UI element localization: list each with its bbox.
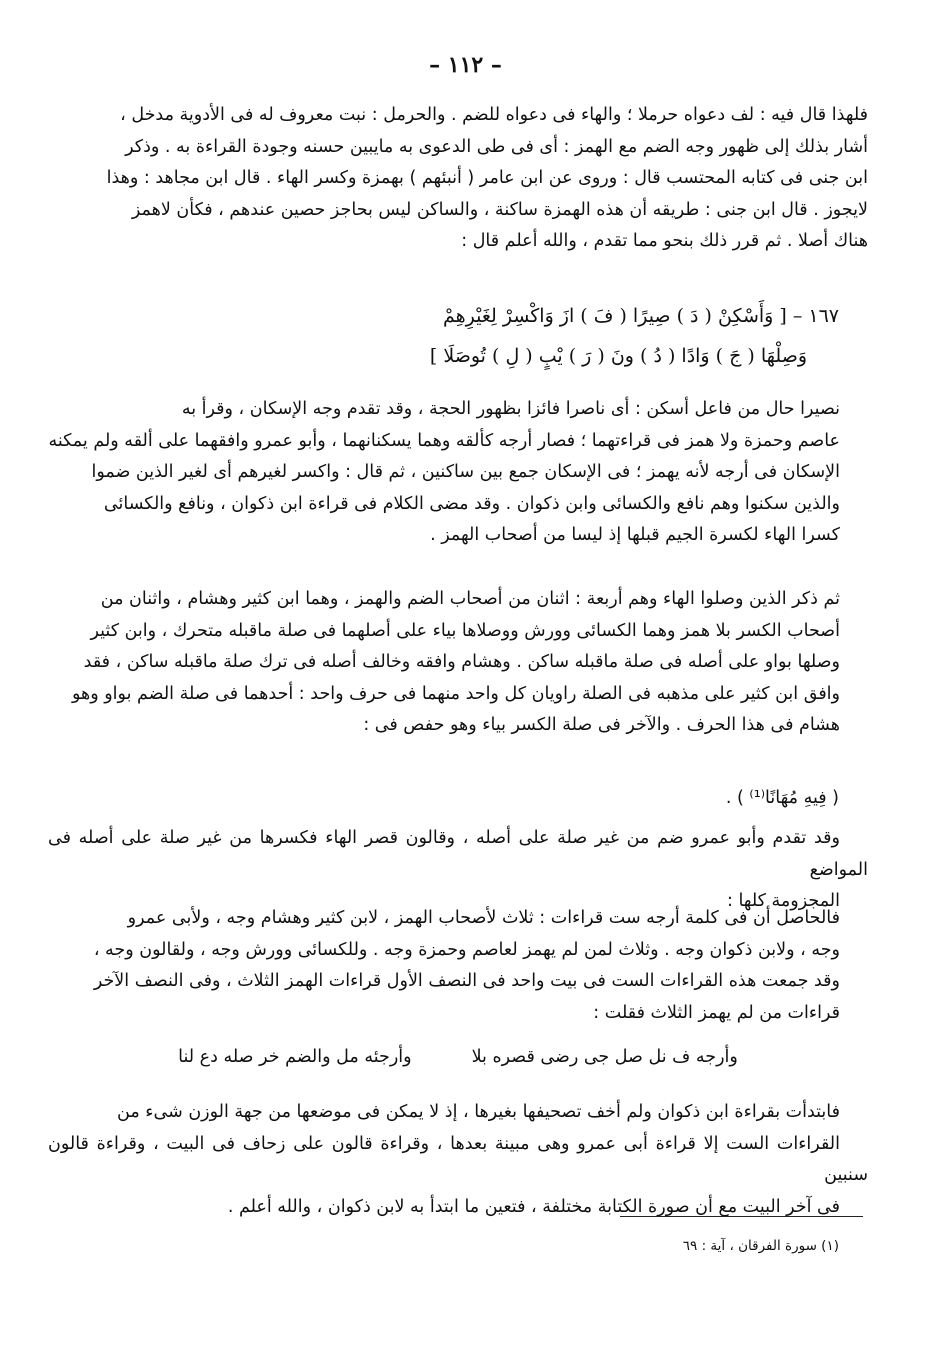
line: كسرا الهاء لكسرة الجيم قبلها إذ ليسا من أصحاب الهمز . <box>430 525 840 546</box>
line: ابن جنى فى كتابه المحتسب قال : وروى عن ابن عامر ( أنبئهم ) بهمزة وكسر الهاء . قال ابن مجاهد : وهذا <box>106 168 868 189</box>
line: هشام فى هذا الحرف . والآخر فى صلة الكسر بياء وهو حفص فى : <box>363 715 840 736</box>
quran-quote: ( فِيهِ مُهَانًا⁽¹⁾ ) . <box>725 788 839 808</box>
line: وصلها بواو على أصله فى صلة ماقبله ساكن . وهشام وافقه وخالف أصله فى ترك صلة ماقبله ساكن ، فقد <box>83 652 840 673</box>
footnote: (١) سورة الفرقان ، آية : ٦٩ <box>682 1238 839 1254</box>
line: قراءات من لم يهمز الثلاث فقلت : <box>593 1002 840 1023</box>
line: عاصم وحمزة ولا همز فى قراءتهما ؛ فصار أرجه كألقه وهما يسكنانهما ، وأبو عمرو وافقهما على ألقه ولم يمكنه <box>48 430 840 451</box>
paragraph-3 <box>48 584 868 742</box>
line: فالحاصل أن فى كلمة أرجه ست قراءات : ثلاث لأصحاب الهمز ، لابن كثير وهشام وجه ، ولأبى عمرو <box>127 908 840 928</box>
paragraph-6 <box>48 1097 868 1223</box>
line: فابتدأت بقراءة ابن ذكوان ولم أخف تصحيفها بغيرها ، إذ لا يمكن فى موضعها من جهة الوزن شىء من <box>117 1102 840 1122</box>
line: المجزومة كلها : <box>726 891 840 912</box>
paragraph-5 <box>48 903 868 1029</box>
poem-hemistich-1: وأرجئه مل والضم خر صله دع لنا <box>178 1047 412 1067</box>
line: أصحاب الكسر بلا همز وهما الكسائى وورش ووصلاها بياء على أصلهما فى صلة ماقبله متحرك ، وابن كثير <box>90 620 840 641</box>
poem-verse <box>48 1041 868 1073</box>
line: هناك أصلا . ثم قرر ذلك بنحو مما تقدم ، والله أعلم قال : <box>461 231 868 252</box>
line: فلهذا قال فيه : لف دعواه حرملا ؛ والهاء فى دعواه للضم . والحرمل : نبت معروف له فى الأدوية مدخل ، <box>120 105 868 125</box>
line: أشار بذلك إلى ظهور وجه الضم مع الهمز : أى فى طى الدعوى به مايبين حسنه وجودة القراءة به . وذكر <box>125 136 868 157</box>
line: فى آخر البيت مع أن صورة الكتابة مختلفة ، فتعين ما ابتدأ به لابن ذكوان ، والله أعلم . <box>227 1196 840 1217</box>
footnote-divider <box>620 1216 863 1217</box>
page-number: – ١١٢ – <box>429 52 502 78</box>
line: وافق ابن كثير على مذهبه فى الصلة راويان كل واحد منهما فى حرف واحد : أحدهما فى صلة الضم بواو وهو <box>71 683 840 704</box>
line: والذين سكنوا وهم نافع والكسائى وابن ذكوان . وقد مضى الكلام فى قراءة ابن ذكوان ، ونافع والكسائى <box>103 493 840 514</box>
poem-hemistich-2: وأرجه ف نل صل جى رضى قصره بلا <box>471 1047 738 1067</box>
paragraph-1 <box>48 100 868 258</box>
line: نصيرا حال من فاعل أسكن : أى ناصرا فائزا بظهور الحجة ، وقد تقدم وجه الإسكان ، وقرأ به <box>181 399 840 419</box>
line: وقد جمعت هذه القراءات الست فى بيت واحد فى النصف الأول قراءات الهمز الثلاث ، وفى النصف الآخر <box>93 971 840 992</box>
line: الإسكان فى أرجه لأنه يهمز ؛ فى الإسكان جمع بين ساكنين ، ثم قال : واكسر لغيرهم أى لغير الذين ضموا <box>91 462 840 483</box>
verse-line-2: وَصِلْهَا ( جَ ) وَادًا ( دُ ) ونَ ( رَ ) يْبٍ ( لِ ) تُوصَلَا ] <box>429 345 807 367</box>
paragraph-2 <box>48 394 868 552</box>
verse-line-1: ١٦٧ – [ وَأَسْكِنْ ( دَ ) صِيرًا ( فَ ) ازَ وَاكْسِرْ لِغَيْرِهِمْ <box>442 305 839 327</box>
line: ثم ذكر الذين وصلوا الهاء وهم أربعة : اثنان من أصحاب الضم والهمز ، وهما ابن كثير وهشام ، واثنان من <box>100 589 840 609</box>
line: القراءات الست إلا قراءة أبى عمرو وهى مبينة بعدها ، وقراءة قالون على زحاف فى البيت ، وقراءة قالون سنبين <box>48 1133 868 1186</box>
line: وقد تقدم وأبو عمرو ضم من غير صلة على أصله ، وقالون قصر الهاء فكسرها من غير صلة على أصله فى المواضع <box>48 828 868 880</box>
line: وجه ، ولابن ذكوان وجه . وثلاث لمن لم يهمز لعاصم وحمزة وجه . وللكسائى وورش وجه ، ولقالون وجه ، <box>93 939 840 960</box>
line: لايجوز . قال ابن جنى : طريقه أن هذه الهمزة ساكنة ، والساكن ليس بحاجز حصين عندهم ، فكأن لاهمز <box>131 199 868 220</box>
